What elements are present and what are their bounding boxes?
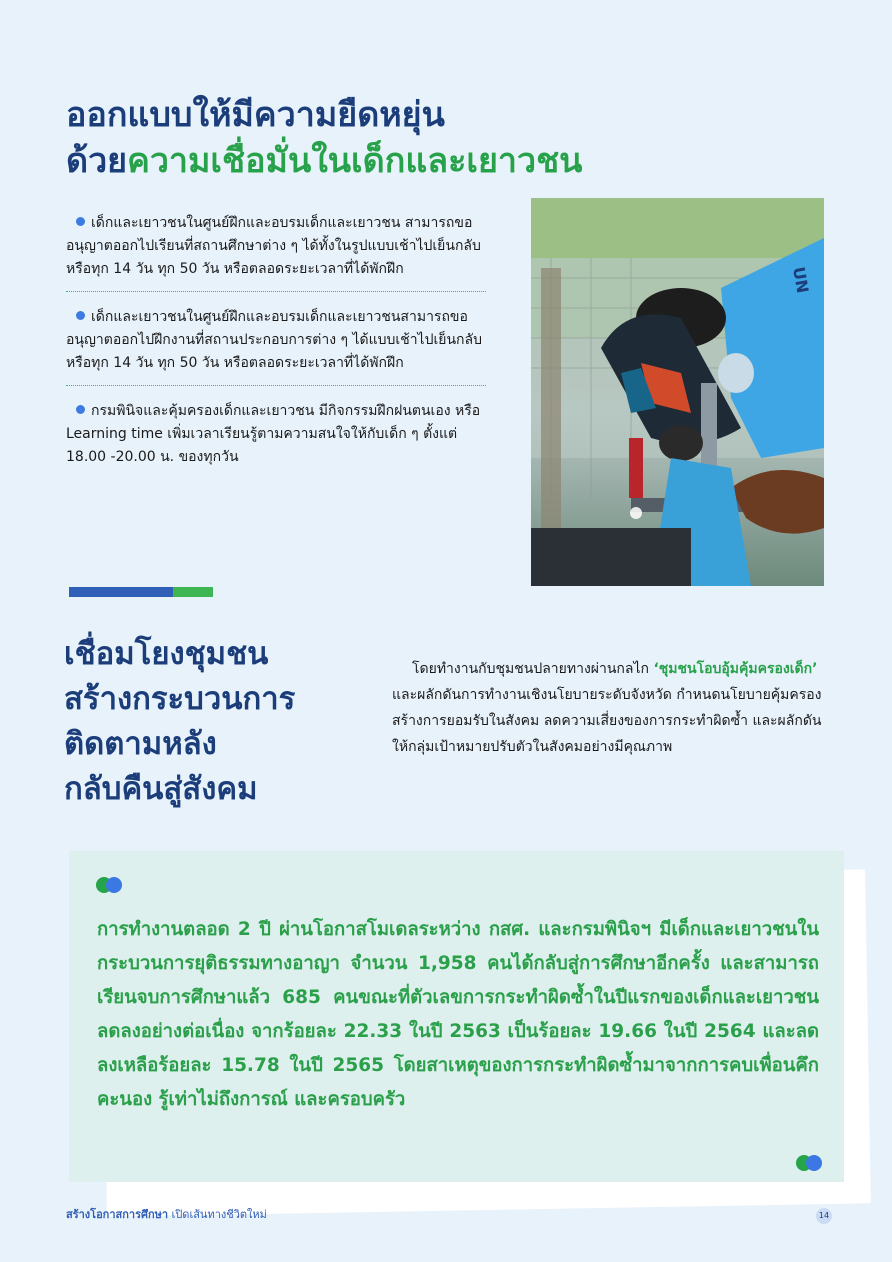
quote-text: การทำงานตลอด 2 ปี ผ่านโอกาสโมเดลระหว่าง กสศ. และกรมพินิจฯ มีเด็กและเยาวชนในกระบวนการยุติธรรมทางอาญา จำนวน 1,958 คนได้กลับสู่การศึกษาอีกครั้ง และสามารถเรียนจบการศึกษาแล้ว 685 คนขณะที่ตัวเลขการกระทำผิดซ้ำในปีแรกของเด็กและเยาวชน ลดลงอย่างต่อเนื่อง จากร้อยละ 22.33 ในปี 2563 เป็นร้อยละ 19.66 ในปี 2564 และลดลงเหลือร้อยละ 15.78 ในปี 2565 โดยสาเหตุของการกระทำผิดซ้ำมาจากการคบเพื่อนคึกคะนอง รู้เท่าไม่ถึงการณ์ และครอบครัว xyxy=(97,919,819,1110)
title-line-1: ออกแบบให้มีความยืดหยุ่น xyxy=(66,95,445,135)
section2-heading-line: เชื่อมโยงชุมชน xyxy=(64,636,269,672)
section2-heading xyxy=(64,632,384,812)
divider-blue-bar xyxy=(69,587,173,597)
footer-text: เปิดเส้นทางชีวิตใหม่ xyxy=(168,1208,267,1221)
dots-icon xyxy=(96,877,122,893)
title-prefix: ด้วย xyxy=(66,141,128,181)
bullet-item xyxy=(66,212,486,292)
section2-heading-line: ติดตามหลัง xyxy=(64,726,217,762)
bullet-dot-icon xyxy=(76,405,85,414)
bullet-text: เด็กและเยาวชนในศูนย์ฝึกและอบรมเด็กและเยาวชน สามารถขออนุญาตออกไปเรียนที่สถานศึกษาต่าง ๆ ได้ทั้งในรูปแบบเช้าไปเย็นกลับ หรือทุก 14 วัน ทุก 50 วัน หรือตลอดระยะเวลาที่ได้พักฝึก xyxy=(66,215,481,277)
quote-card xyxy=(69,851,844,1182)
bullet-item xyxy=(66,400,486,479)
bullet-text: เด็กและเยาวชนในศูนย์ฝึกและอบรมเด็กและเยาวชนสามารถขออนุญาตออกไปฝึกงานที่สถานประกอบการต่าง ๆ ได้แบบเช้าไปเย็นกลับ หรือทุก 14 วัน ทุก 50 วัน หรือตลอดระยะเวลาที่ได้พักฝึก xyxy=(66,309,482,371)
dots-icon xyxy=(796,1155,822,1171)
para-text-before: โดยทำงานกับชุมชนปลายทางผ่านกลไก xyxy=(412,661,654,677)
bullet-dot-icon xyxy=(76,217,85,226)
shirt-text: UN xyxy=(789,265,813,295)
section-divider xyxy=(69,587,213,597)
section2-heading-line: สร้างกระบวนการ xyxy=(64,681,296,717)
section2-heading-line: กลับคืนสู่สังคม xyxy=(64,771,258,807)
bullet-item xyxy=(66,306,486,386)
para-text-after: และผลักดันการทำงานเชิงนโยบายระดับจังหวัด กำหนดนโยบายคุ้มครอง สร้างการยอมรับในสังคม ลดความเสี่ยงของการกระทำผิดซ้ำ และผลักดันให้กลุ่มเป้าหมายปรับตัวในสังคมอย่างมีคุณภาพ xyxy=(392,687,822,755)
footer xyxy=(66,1205,267,1223)
title-highlight: ความเชื่อมั่นในเด็กและเยาวชน xyxy=(127,141,583,181)
page-title xyxy=(66,92,846,184)
welding-photo xyxy=(531,198,824,586)
title-line-2 xyxy=(66,138,846,184)
section2-paragraph xyxy=(392,656,832,760)
bullet-text: กรมพินิจและคุ้มครองเด็กและเยาวชน มีกิจกรรมฝึกฝนตนเอง หรือ Learning time เพิ่มเวลาเรียนรู้ตามความสนใจให้กับเด็ก ๆ ตั้งแต่ 18.00 -20.00 น. ของทุกวัน xyxy=(66,403,481,465)
bullet-list xyxy=(66,212,486,493)
page-number: 14 xyxy=(816,1208,832,1224)
divider-green-bar xyxy=(173,587,213,597)
para-highlight: ‘ชุมชนโอบอุ้มคุ้มครองเด็ก’ xyxy=(653,661,818,677)
footer-bold: สร้างโอกาสการศึกษา xyxy=(66,1208,169,1221)
bullet-dot-icon xyxy=(76,311,85,320)
